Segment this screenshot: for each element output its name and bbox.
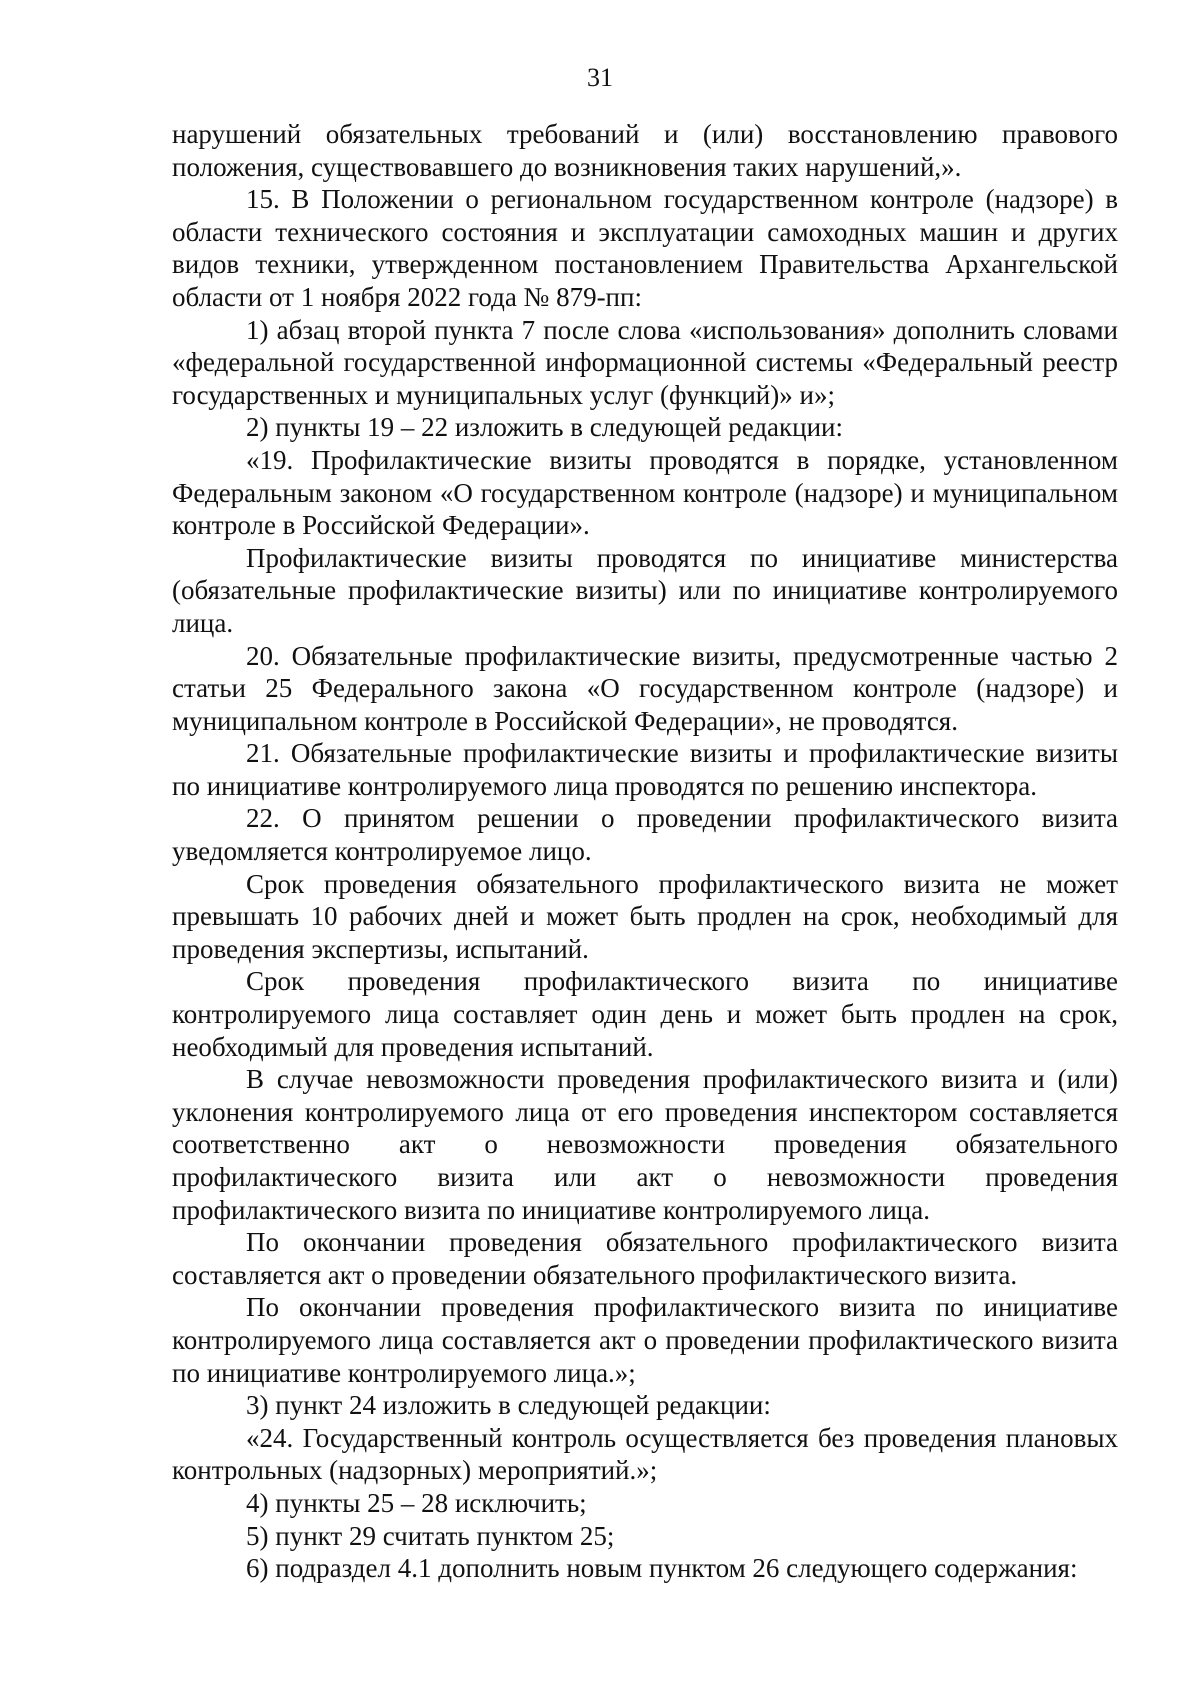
paragraph: 22. О принятом решении о проведении профилактического визита уведомляется контролируемое лицо. (172, 803, 1118, 867)
paragraph: 21. Обязательные профилактические визиты и профилактические визиты по инициативе контролируемого лица проводятся по решению инспектора. (172, 738, 1118, 801)
paragraph: Срок проведения профилактического визита по инициативе контролируемого лица составляет один день и может быть продлен на срок, необходимый для проведения испытаний. (172, 966, 1118, 1062)
paragraph: 5) пункт 29 считать пунктом 25; (246, 1520, 615, 1551)
paragraph: 2) пункты 19 – 22 изложить в следующей редакции: (246, 412, 844, 443)
paragraph: 6) подраздел 4.1 дополнить новым пунктом 26 следующего содержания: (246, 1553, 1078, 1584)
paragraph: нарушений обязательных требований и (или) восстановлению правового положения, существовавшего до возникновения таких нарушений,». (172, 119, 1118, 182)
document-body (172, 118, 1118, 1585)
paragraph: «24. Государственный контроль осуществляется без проведения плановых контрольных (надзорных) мероприятий.»; (172, 1422, 1118, 1486)
paragraph: 1) абзац второй пункта 7 после слова «использования» дополнить словами «федеральной государственной информационной системы «Федеральный реестр государственных и муниципальных услуг (функций)» и»; (172, 314, 1118, 410)
paragraph: В случае невозможности проведения профилактического визита и (или) уклонения контролируемого лица от его проведения инспектором составляется соответственно акт о невозможности проведения обязательного профилактического визита или акт о невозможности проведения профилактического визита по инициативе контролируемого лица. (172, 1064, 1118, 1225)
paragraph: По окончании проведения профилактического визита по инициативе контролируемого лица составляется акт о проведении профилактического визита по инициативе контролируемого лица.»; (172, 1292, 1118, 1388)
paragraph: 4) пункты 25 – 28 исключить; (246, 1487, 587, 1518)
paragraph: «19. Профилактические визиты проводятся в порядке, установленном Федеральным законом «О государственном контроле (надзоре) и муниципальном контроле в Российской Федерации». (172, 444, 1118, 541)
paragraph: 3) пункт 24 изложить в следующей редакции: (246, 1390, 771, 1421)
paragraph: Срок проведения обязательного профилактического визита не может превышать 10 рабочих дней и может быть продлен на срок, необходимый для проведения экспертизы, испытаний. (172, 868, 1118, 964)
paragraph: 20. Обязательные профилактические визиты, предусмотренные частью 2 статьи 25 Федерального закона «О государственном контроле (надзоре) и муниципальном контроле в Российской Федерации», не проводятся. (172, 640, 1118, 736)
paragraph: Профилактические визиты проводятся по инициативе министерства (обязательные профилактические визиты) или по инициативе контролируемого лица. (172, 542, 1118, 638)
paragraph: 15. В Положении о региональном государственном контроле (надзоре) в области технического состояния и эксплуатации самоходных машин и других видов техники, утвержденном постановлением Правительства Архангельской области от 1 ноября 2022 года № 879-пп: (172, 184, 1118, 312)
paragraph: По окончании проведения обязательного профилактического визита составляется акт о проведении обязательного профилактического визита. (172, 1227, 1118, 1290)
page-number: 31 (587, 63, 613, 92)
